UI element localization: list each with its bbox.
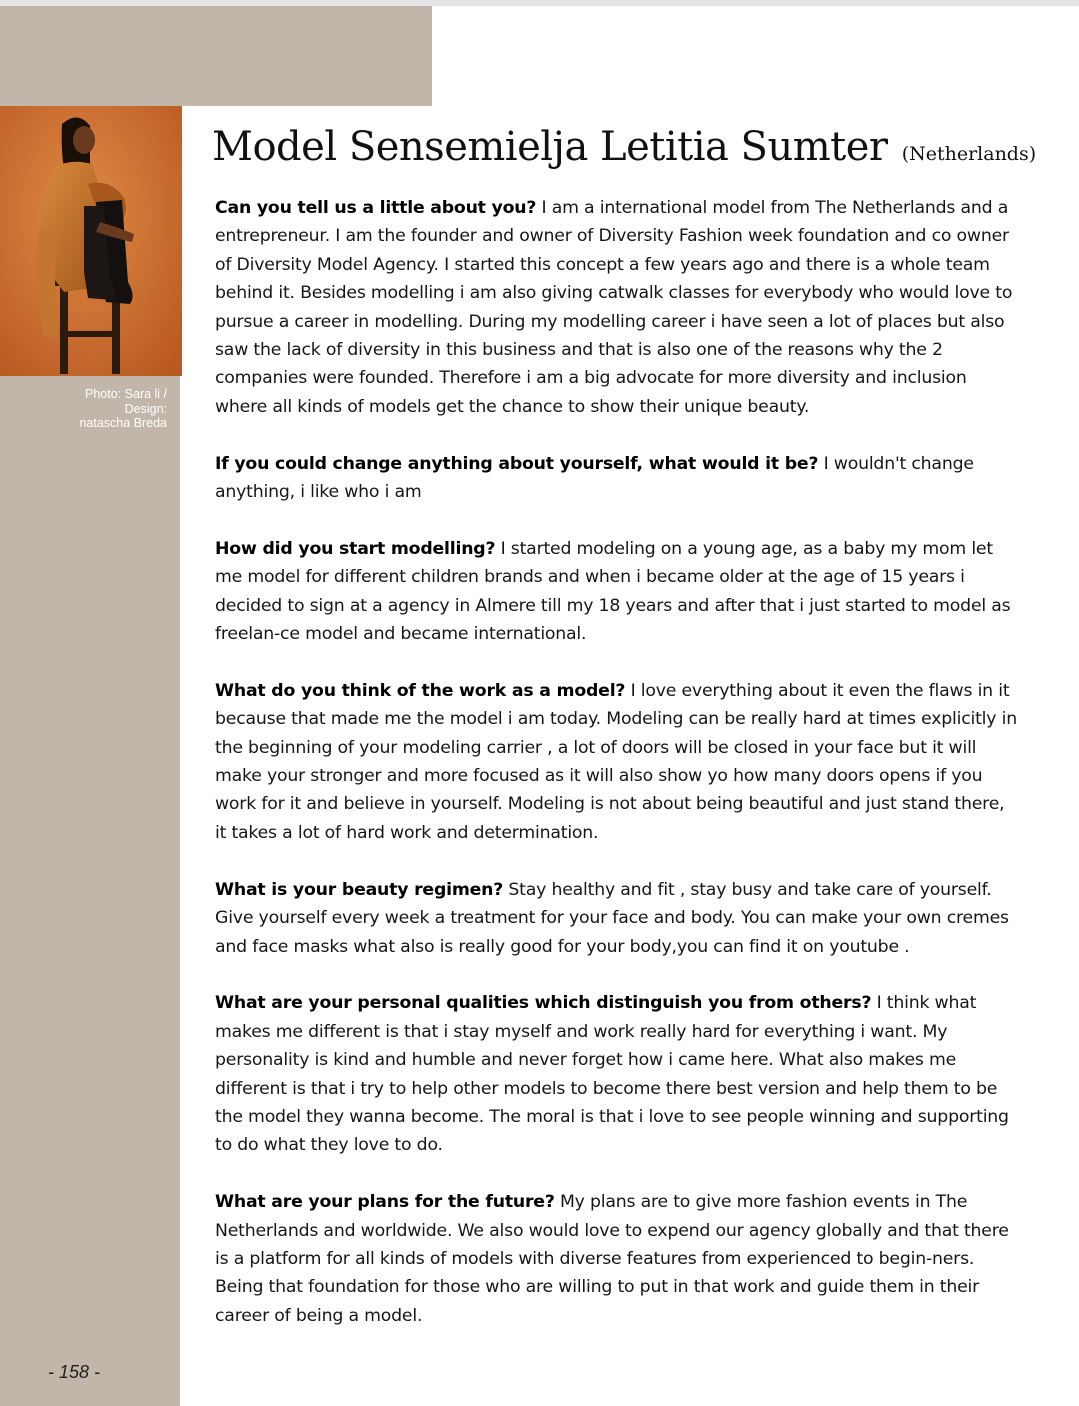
interview-question: If you could change anything about yourself, what would it be? — [215, 453, 819, 474]
page-title — [212, 124, 1036, 170]
interview-question: Can you tell us a little about you? — [215, 198, 537, 218]
interview-question: How did you start modelling? — [215, 538, 496, 559]
interview-answer: I wouldn't change anything, i like who i am — [215, 453, 974, 503]
interview-paragraph — [215, 535, 1019, 649]
interview-question: What are your personal qualities which distinguish you from others? — [215, 993, 872, 1014]
photo-credit — [40, 387, 167, 431]
photo-credit-line: Design: — [124, 401, 167, 416]
model-photo — [0, 106, 182, 376]
interview-paragraph — [215, 989, 1019, 1159]
interview-paragraph — [215, 194, 1019, 421]
interview-paragraph — [215, 1188, 1019, 1330]
interview-question: What is your beauty regimen? — [215, 879, 504, 900]
title-country: (Netherlands) — [901, 143, 1037, 165]
interview-answer: I started modeling on a young age, as a baby my mom let me model for different children brands and when i became older at the age of 15 years i decided to sign at a agency in Almere till my 18 years and after that i just started to model as freelan-ce model and became international. — [215, 538, 1011, 645]
photo-credit-line: Photo: Sara li / — [85, 387, 167, 401]
header-color-block — [0, 6, 432, 106]
page-number: - 158 - — [48, 1362, 101, 1382]
interview-answer: I love everything about it even the flaws in it because that made me the model i am today. Modeling can be really hard at times explicitly in the beginning of your modeling carrier , a lot of doors will be closed in your face but it will make your stronger and more focused as it will also show yo how many doors opens if you work for it and believe in yourself. Modeling is not about being beautiful and just stand there, it takes a lot of hard work and determination. — [215, 680, 1017, 843]
interview-answer: I think what makes me different is that i stay myself and work really hard for everything i want. My personality is kind and humble and never forget how i came here. What also makes me different is that i try to help other models to become there best version and help them to be the model they wanna become. The moral is that i love to see people winning and supporting to do what they love to do. — [215, 993, 1009, 1156]
interview-question: What do you think of the work as a model? — [215, 680, 626, 701]
interview-answer: I am a international model from The Netherlands and a entrepreneur. I am the founder and owner of Diversity Fashion week foundation and co owner of Diversity Model Agency. I started this concept a few years ago and there is a whole team behind it. Besides modelling i am also giving catwalk classes for everybody who would love to pursue a career in modelling. During my modelling career i have seen a lot of places but also saw the lack of diversity in this business and that is also one of the reasons why the 2 companies were founded. Therefore i am a big advocate for more diversity and inclusion where all kinds of models get the chance to show their unique beauty. — [215, 198, 1013, 417]
interview-paragraph — [215, 450, 1019, 507]
photo-credit-line: natascha Breda — [79, 416, 167, 430]
interview-body — [215, 194, 1019, 1359]
interview-paragraph — [215, 677, 1019, 847]
interview-answer: Stay healthy and fit , stay busy and take care of yourself. Give yourself every week a treatment for your face and body. You can make your own cremes and face masks what also is really good for your body,you can find it on youtube . — [215, 879, 1009, 957]
title-model-name: Model Sensemielja Letitia Sumter — [212, 124, 888, 170]
interview-question: What are your plans for the future? — [215, 1192, 555, 1213]
interview-paragraph — [215, 876, 1019, 961]
interview-answer: My plans are to give more fashion events in The Netherlands and worldwide. We also would love to expend our agency globally and that there is a platform for all kinds of models with diverse features from experienced to begin-ners. Being that foundation for those who are willing to put in that work and guide them in their career of being a model. — [215, 1192, 1009, 1326]
